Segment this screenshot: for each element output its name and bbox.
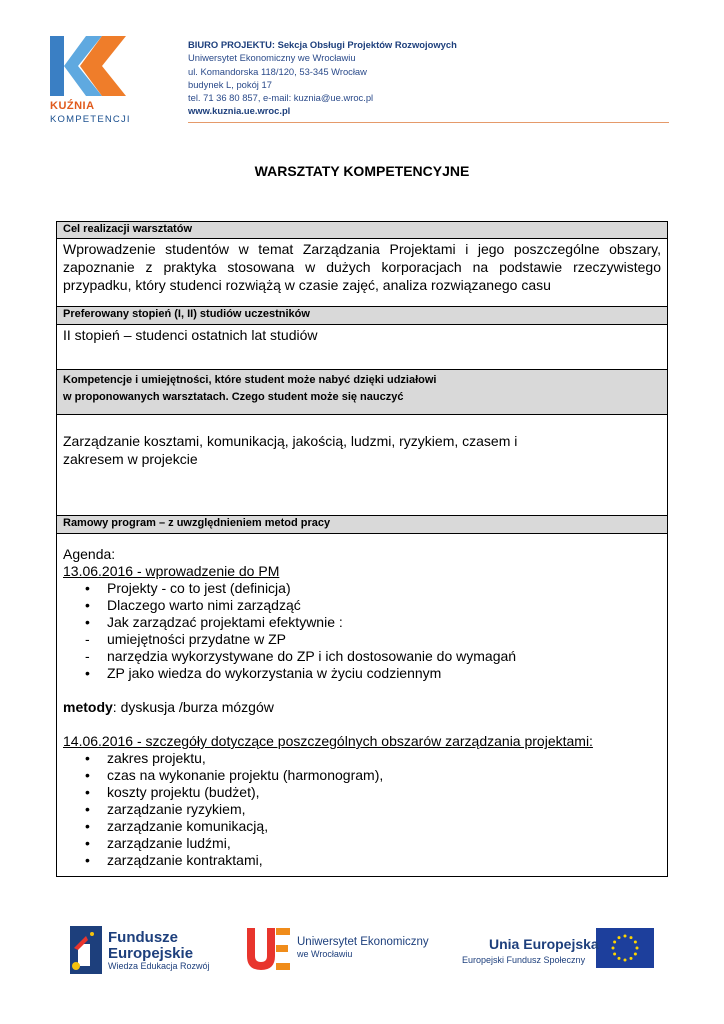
bullet-icon: • xyxy=(85,784,90,800)
contact: tel. 71 36 80 857, e-mail: kuznia@ue.wroc.pl xyxy=(188,92,374,104)
bullet-icon: • xyxy=(85,750,90,766)
eu-star-icon xyxy=(613,953,616,956)
agenda-label: Agenda: xyxy=(63,546,116,562)
methods-text: : dyskusja /burza mózgów xyxy=(112,699,274,715)
bullet-icon: • xyxy=(85,818,90,834)
list-item-text: koszty projektu (budżet), xyxy=(107,784,260,800)
list-marker: • xyxy=(85,597,90,613)
day2-item xyxy=(63,852,661,869)
competences-text xyxy=(57,415,667,516)
ue-city: we Wrocławiu xyxy=(297,949,353,959)
workshop-table xyxy=(56,221,668,877)
eu-star-icon xyxy=(618,957,621,960)
list-item-text: Projekty - co to jest (definicja) xyxy=(107,580,291,596)
fe-line1: Fundusze xyxy=(108,929,178,946)
fundusze-europejskie-icon xyxy=(70,926,102,974)
competences-heading xyxy=(57,370,667,415)
day1-item xyxy=(63,648,661,665)
fe-tagline: Wiedza Edukacja Rozwój xyxy=(108,961,210,971)
ue-name: Uniwersytet Ekonomiczny xyxy=(297,936,429,948)
eu-name: Unia Europejska xyxy=(489,936,599,952)
list-item-text: zakres projektu, xyxy=(107,750,206,766)
eu-star-icon xyxy=(624,935,627,938)
day2-item xyxy=(63,818,661,835)
website-link[interactable]: www.kuznia.ue.wroc.pl xyxy=(188,105,291,117)
list-marker: - xyxy=(85,631,90,647)
building: budynek L, pokój 17 xyxy=(188,78,272,90)
list-item-text: Jak zarządzać projektami efektywnie : xyxy=(107,614,343,630)
office-info xyxy=(188,38,457,118)
list-marker: - xyxy=(85,648,90,664)
day1-item xyxy=(63,580,661,597)
goal-heading: Cel realizacji warsztatów xyxy=(57,222,667,239)
level-heading: Preferowany stopień (I, II) studiów uczestników xyxy=(57,307,667,325)
eu-star-icon xyxy=(634,953,637,956)
eu-star-icon xyxy=(630,957,633,960)
list-marker: • xyxy=(85,580,90,596)
eu-fund: Europejski Fundusz Społeczny xyxy=(462,955,586,965)
list-marker: • xyxy=(85,665,90,681)
day1-item xyxy=(63,665,661,682)
list-item-text: umiejętności przydatne w ZP xyxy=(107,631,286,647)
bullet-icon: • xyxy=(85,767,90,783)
bullet-icon: • xyxy=(85,852,90,868)
day2-item xyxy=(63,801,661,818)
program-heading: Ramowy program – z uwzględnieniem metod pracy xyxy=(57,516,667,534)
competences-text-line1: Zarządzanie kosztami, komunikacją, jakością, ludzmi, ryzykiem, czasem i xyxy=(63,433,518,449)
competences-heading-line1: Kompetencje i umiejętności, które student może nabyć dzięki udziałowi xyxy=(63,374,437,386)
competences-heading-line2: w proponowanych warsztatach. Czego student może się nauczyć xyxy=(63,391,404,403)
list-item-text: czas na wykonanie projektu (harmonogram), xyxy=(107,767,384,783)
ue-wroclaw-logo-icon xyxy=(245,928,291,970)
list-item-text: zarządzanie komunikacją, xyxy=(107,818,269,834)
kuznia-kompetencji-logo xyxy=(50,36,132,96)
day2-item xyxy=(63,767,661,784)
level-text: II stopień – studenci ostatnich lat studiów xyxy=(57,325,667,370)
list-item-text: narzędzia wykorzystywane do ZP i ich dostosowanie do wymagań xyxy=(107,648,517,664)
day2-heading: 14.06.2016 - szczegóły dotyczące poszczególnych obszarów zarządzania projektami: xyxy=(63,733,593,749)
day2-item xyxy=(63,750,661,767)
day1-item xyxy=(63,631,661,648)
day1-item xyxy=(63,614,661,631)
page-title: WARSZTATY KOMPETENCYJNE xyxy=(254,163,470,179)
bullet-icon: • xyxy=(85,801,90,817)
list-item-text: zarządzanie ryzykiem, xyxy=(107,801,246,817)
eu-star-icon xyxy=(634,941,637,944)
list-item-text: zarządzanie kontraktami, xyxy=(107,852,263,868)
eu-star-icon xyxy=(630,936,633,939)
list-item-text: Dlaczego warto nimi zarządząć xyxy=(107,597,301,613)
list-marker: • xyxy=(85,614,90,630)
methods-label: metody xyxy=(63,699,113,715)
day2-list xyxy=(63,750,661,869)
day2-item xyxy=(63,835,661,852)
fe-line2: Europejskie xyxy=(108,945,194,962)
eu-star-icon xyxy=(613,941,616,944)
header-divider xyxy=(188,122,669,123)
university-name: Uniwersytet Ekonomiczny we Wrocławiu xyxy=(188,52,356,64)
eu-flag-icon xyxy=(596,928,654,968)
eu-star-icon xyxy=(612,947,615,950)
day1-heading: 13.06.2016 - wprowadzenie do PM xyxy=(63,563,280,579)
office-title: BIURO PROJEKTU: Sekcja Obsługi Projektów Rozwojowych xyxy=(188,39,457,50)
goal-text: Wprowadzenie studentów w temat Zarządzania Projektami i jego poszczególne obszary, zapoznanie z praktyka stosowana w dużych korporacjach na podstawie rzeczywistego przypadku, który studenci rozwiążą w czasie zajęć, analiza rozwiązanego casu xyxy=(57,239,667,307)
bullet-icon: • xyxy=(85,835,90,851)
day2-item xyxy=(63,784,661,801)
day1-item xyxy=(63,597,661,614)
eu-star-icon xyxy=(618,936,621,939)
address: ul. Komandorska 118/120, 53-345 Wrocław xyxy=(188,65,367,77)
logo-line1: KUŹNIA xyxy=(50,100,95,112)
logo-line2: KOMPETENCJI xyxy=(50,114,131,125)
fe-name xyxy=(108,930,193,962)
eu-star-icon xyxy=(624,959,627,962)
list-item-text: ZP jako wiedza do wykorzystania w życiu codziennym xyxy=(107,665,442,681)
eu-star-icon xyxy=(636,947,639,950)
letterhead xyxy=(0,0,724,130)
day1-list xyxy=(63,580,661,682)
list-item-text: zarządzanie ludźmi, xyxy=(107,835,231,851)
competences-text-line2: zakresem w projekcie xyxy=(63,451,198,467)
methods-line xyxy=(63,699,661,716)
program-body xyxy=(57,534,667,876)
